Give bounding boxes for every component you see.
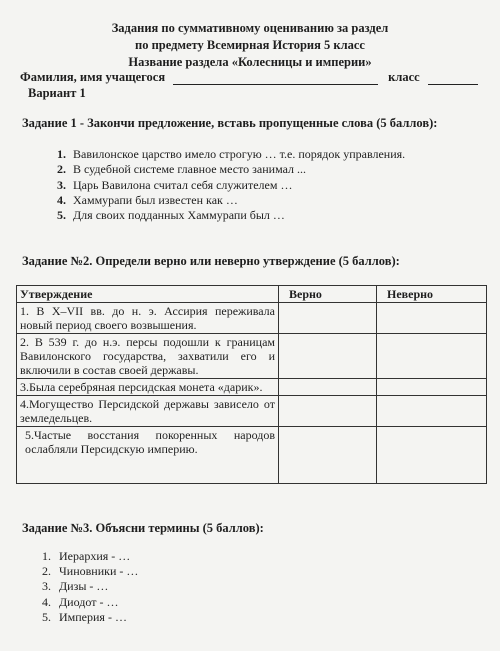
table-row: [17, 379, 487, 396]
class-label: класс: [388, 70, 420, 84]
table-header-row: [17, 286, 487, 303]
statement-header: Утверждение: [17, 286, 279, 303]
worksheet-header: [0, 20, 500, 71]
statement-cell: 3.Была серебряная персидская монета «дарик».: [17, 379, 279, 396]
true-answer-cell[interactable]: [279, 303, 377, 334]
false-answer-cell[interactable]: [377, 427, 487, 484]
list-item: 1. Вавилонское царство имело строгую … т.е. порядок управления.: [57, 147, 406, 161]
list-item: 3. Царь Вавилона считал себя служителем …: [57, 177, 293, 192]
header-line-1: Задания по суммативному оцениванию за раздел: [111, 21, 389, 35]
list-item: 4. Диодот - …: [42, 594, 119, 609]
task-3-list: [42, 549, 138, 625]
true-header: Верно: [279, 286, 377, 303]
false-answer-cell[interactable]: [377, 396, 487, 427]
header-line-2: по предмету Всемирная История 5 класс: [135, 38, 365, 52]
statement-cell: 5.Частые восстания покоренных народов ослабляли Персидскую империю.: [17, 427, 279, 484]
statement-cell: 4.Могущество Персидской державы зависело от земледельцев.: [17, 396, 279, 427]
student-info-line: [20, 70, 482, 85]
list-item: 3. Дизы - …: [42, 579, 109, 594]
header-line-3: Название раздела «Колесницы и империи»: [128, 55, 372, 69]
true-answer-cell[interactable]: [279, 379, 377, 396]
task-1-list: [57, 147, 405, 223]
true-answer-cell[interactable]: [279, 396, 377, 427]
task-1-title: Задание 1 - Закончи предложение, вставь пропущенные слова (5 баллов):: [22, 116, 438, 130]
table-row: [17, 334, 487, 379]
table-row: [17, 303, 487, 334]
list-item: 4. Хаммурапи был известен как …: [57, 192, 238, 207]
class-field[interactable]: [428, 72, 478, 85]
true-false-table: [16, 285, 487, 484]
list-item: 5. Империя - …: [42, 609, 127, 624]
list-item: 5. Для своих подданных Хаммурапи был …: [57, 208, 285, 223]
false-answer-cell[interactable]: [377, 379, 487, 396]
list-item: 2. В судебной системе главное место занимал ...: [57, 162, 307, 177]
true-answer-cell[interactable]: [279, 334, 377, 379]
student-name-label: Фамилия, имя учащегося: [20, 70, 166, 84]
table-row: [17, 427, 487, 484]
true-answer-cell[interactable]: [279, 427, 377, 484]
list-item: 2. Чиновники - …: [42, 564, 139, 579]
statement-cell: 2. В 539 г. до н.э. персы подошли к границам Вавилонского государства, захватили его и включили в состав своей державы.: [17, 334, 279, 379]
task-3-title: Задание №3. Объясни термины (5 баллов):: [22, 521, 264, 535]
task-2-title: Задание №2. Определи верно или неверно утверждение (5 баллов):: [22, 254, 400, 268]
table-row: [17, 396, 487, 427]
statement-cell: 1. В X–VII вв. до н. э. Ассирия переживала новый период своего возвышения.: [17, 303, 279, 334]
student-name-field[interactable]: [173, 72, 378, 85]
variant-label: Вариант 1: [28, 86, 86, 100]
false-answer-cell[interactable]: [377, 334, 487, 379]
list-item: 1. Иерархия - …: [42, 549, 131, 563]
false-answer-cell[interactable]: [377, 303, 487, 334]
false-header: Неверно: [377, 286, 487, 303]
